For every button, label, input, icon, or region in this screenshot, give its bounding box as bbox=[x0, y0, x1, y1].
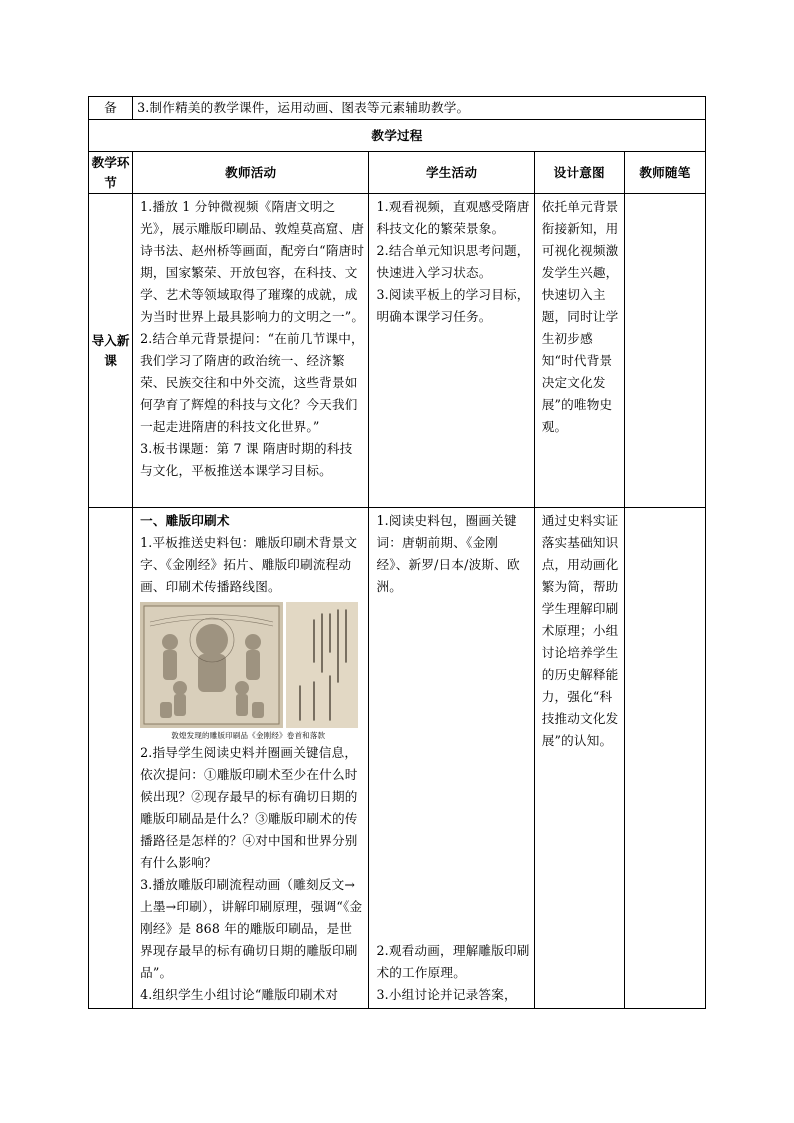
design-intent-cell: 依托单元背景衔接新知，用可视化视频激发学生兴趣，快速切入主题，同时让学生初步感知“时代背景决定文化发展”的唯物史观。 bbox=[534, 194, 624, 508]
table-row-printing bbox=[89, 508, 706, 1009]
teacher-notes-cell bbox=[624, 194, 705, 508]
student-paragraph: 2.结合单元知识思考问题，快速进入学习状态。 bbox=[376, 243, 530, 280]
student-activity-cell bbox=[369, 194, 534, 508]
header-notes: 教师随笔 bbox=[624, 152, 705, 194]
teacher-activity-cell bbox=[133, 194, 369, 508]
teacher-paragraph: 2.指导学生阅读史料并圈画关键信息，依次提问：①雕版印刷术至少在什么时候出现？②现存最早的标有确切日期的雕版印刷品是什么？③雕版印刷术的传播路径是怎样的？④对中国和世界分别有什么影响？ bbox=[140, 745, 358, 870]
design-intent-cell: 通过史料实证落实基础知识点，用动画化繁为简，帮助学生理解印刷术原理；小组讨论培养学生的历史解释能力，强化“科技推动文化发展”的认知。 bbox=[534, 508, 624, 1009]
teacher-paragraph: 2.结合单元背景提问：“在前几节课中，我们学习了隋唐的政治统一、经济繁荣、民族交往和中外交流，这些背景如何孕育了辉煌的科技与文化？今天我们一起走进隋唐的科技文化世界。” bbox=[140, 331, 364, 434]
teacher-activity-cell bbox=[133, 508, 369, 1009]
sutra-colophon-image bbox=[286, 602, 358, 728]
top-row-label: 备 bbox=[89, 97, 133, 120]
teacher-paragraph: 1.播放 1 分钟微视频《隋唐文明之光》，展示雕版印刷品、敦煌莫高窟、唐诗书法、赵州桥等画面，配旁白“隋唐时期，国家繁荣、开放包容，在科技、文学、艺术等领域取得了璀璨的成就，成为当时世界上最具影响力的文明之一”。 bbox=[140, 199, 365, 324]
stage-cell: 导入新课 bbox=[89, 194, 133, 508]
header-intent: 设计意图 bbox=[534, 152, 624, 194]
top-row bbox=[89, 97, 706, 120]
lesson-plan-table bbox=[88, 96, 706, 1009]
student-paragraph: 1.阅读史料包，圈画关键词：唐朝前期、《金刚经》、新罗/日本/波斯、欧洲。 bbox=[376, 513, 520, 594]
process-title: 教学过程 bbox=[89, 120, 706, 152]
top-row-text: 3.制作精美的教学课件，运用动画、图表等元素辅助教学。 bbox=[133, 97, 706, 120]
student-paragraph: 2.观看动画，理解雕版印刷术的工作原理。 bbox=[376, 943, 530, 980]
header-student: 学生活动 bbox=[369, 152, 534, 194]
student-paragraph: 3.小组讨论并记录答案， bbox=[376, 987, 517, 1002]
teacher-paragraph: 3.播放雕版印刷流程动画（雕刻反文→上墨→印刷），讲解印刷原理，强调“《金刚经》是 868 年的雕版印刷品，是世界现存最早的标有确切日期的雕版印刷品”。 bbox=[140, 877, 363, 980]
diamond-sutra-figure bbox=[140, 602, 364, 728]
figure-caption: 敦煌发现的雕版印刷品《金刚经》卷首和落款 bbox=[171, 731, 326, 740]
teacher-paragraph: 3.板书课题：第 7 课 隋唐时期的科技与文化，平板推送本课学习目标。 bbox=[140, 441, 353, 478]
stage-cell bbox=[89, 508, 133, 1009]
sutra-frontispiece-image bbox=[140, 602, 283, 728]
teacher-paragraph: 1.平板推送史料包：雕版印刷术背景文字、《金刚经》拓片、雕版印刷流程动画、印刷术传播路线图。 bbox=[140, 535, 358, 594]
student-paragraph: 1.观看视频，直观感受隋唐科技文化的繁荣景象。 bbox=[376, 199, 530, 236]
student-bottom-block bbox=[376, 940, 529, 1006]
teacher-paragraph: 4.组织学生小组讨论“雕版印刷术对 bbox=[140, 987, 339, 1002]
student-paragraph: 3.阅读平板上的学习目标，明确本课学习任务。 bbox=[376, 287, 530, 324]
header-stage: 教学环节 bbox=[89, 152, 133, 194]
process-title-row bbox=[89, 120, 706, 152]
table-row-intro bbox=[89, 194, 706, 508]
teacher-notes-cell bbox=[624, 508, 705, 1009]
section-title: 一、雕版印刷术 bbox=[140, 513, 230, 528]
student-activity-cell bbox=[369, 508, 534, 1009]
header-row bbox=[89, 152, 706, 194]
header-teacher: 教师活动 bbox=[133, 152, 369, 194]
